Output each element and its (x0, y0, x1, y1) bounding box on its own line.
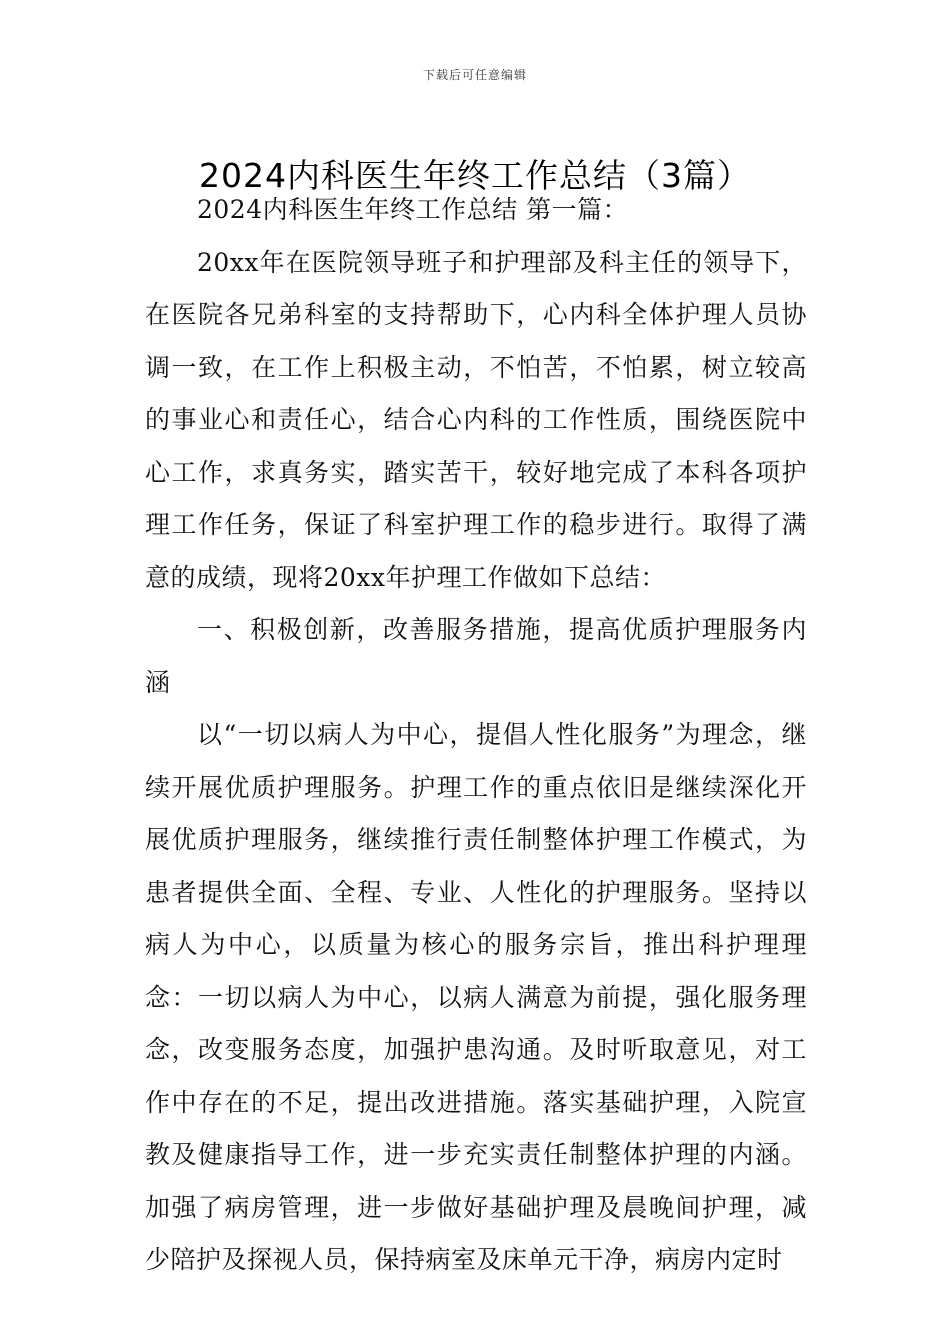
section-heading-first: 2024内科医生年终工作总结 第一篇： (197, 195, 629, 224)
body-paragraph: 20xx年在医院领导班子和护理部及科主任的领导下，在医院各兄弟科室的支持帮助下，心内科全体护理人员协调一致，在工作上积极主动，不怕苦，不怕累，树立较高的事业心和责任心，结合心内科的工作性质，围绕医院中心工作，求真务实，踏实苦干，较好地完成了本科各项护理工作任务，保证了科室护理工作的稳步进行。取得了满意的成绩，现将20xx年护理工作做如下总结： (145, 247, 807, 592)
document-body (145, 184, 807, 1287)
header-note: 下载后可任意编辑 (422, 68, 527, 82)
document-title: 2024内科医生年终工作总结（3篇） (199, 156, 751, 196)
subsection-heading: 一、积极创新，改善服务措施，提高优质护理服务内涵 (145, 615, 807, 697)
body-paragraph: 以“一切以病人为中心，提倡人性化服务”为理念，继续开展优质护理服务。护理工作的重点依旧是继续深化开展优质护理服务，继续推行责任制整体护理工作模式，为患者提供全面、全程、专业、人性化的护理服务。坚持以病人为中心，以质量为核心的服务宗旨，推出科护理理念：一切以病人为中心，以病人满意为前提，强化服务理念，改变服务态度，加强护患沟通。及时听取意见，对工作中存在的不足，提出改进措施。落实基础护理，入院宣教及健康指导工作，进一步充实责任制整体护理的内涵。加强了病房管理，进一步做好基础护理及晨晚间护理，减少陪护及探视人员，保持病室及床单元干净，病房内定时 (145, 720, 807, 1274)
